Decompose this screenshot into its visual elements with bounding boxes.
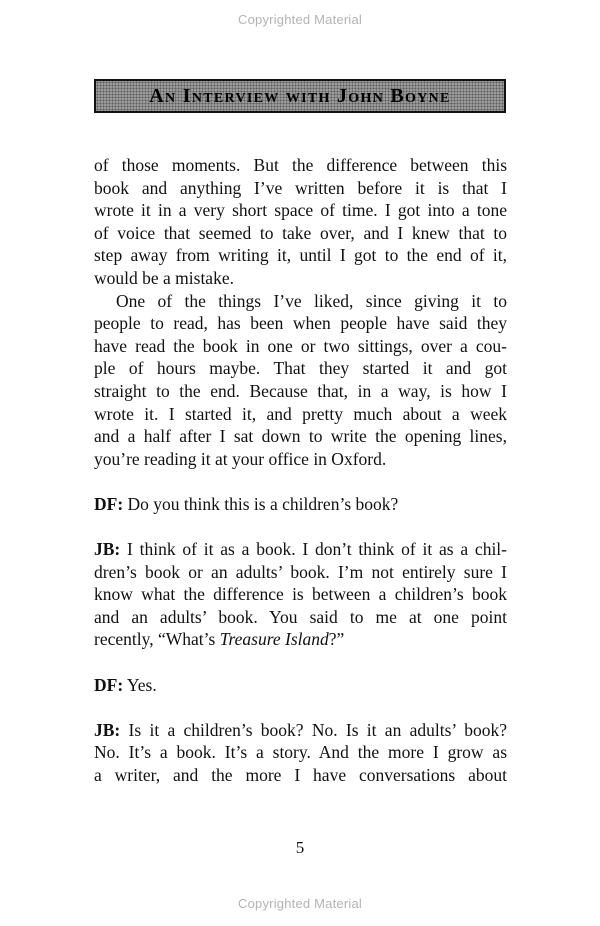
text-line: dren’s book or an adults’ book. I’m not entirely sure I (94, 561, 507, 582)
text-line: of those moments. But the difference between this (94, 155, 507, 175)
text-line (94, 719, 507, 742)
speaker-label: JB: (94, 719, 121, 740)
text-line (94, 538, 507, 561)
text-line: ple of hours maybe. That they started it and got (94, 358, 507, 379)
page-number: 5 (295, 838, 305, 857)
text-line: and a half after I sat down to write the opening lines, (94, 426, 507, 447)
running-header-title: An Interview with John Boyne (149, 84, 451, 107)
page-body (94, 154, 507, 787)
answer-text: recently, “What’s (94, 629, 220, 650)
answer-text: ?” (328, 629, 345, 650)
speaker-label: DF: (94, 493, 124, 514)
question-text: Yes. (123, 674, 157, 695)
spacer (94, 696, 507, 719)
text-line: people to read, has been when people have said they (94, 313, 507, 334)
book-title: Treasure Island (219, 629, 329, 650)
text-line: of voice that seemed to take over, and I knew that to (94, 222, 507, 243)
text-line: One of the things I’ve liked, since giving it to (116, 290, 507, 311)
interview-answer (94, 538, 507, 651)
text-line: a writer, and the more I have conversations about (94, 765, 507, 786)
spacer (94, 470, 507, 493)
interview-question (94, 493, 507, 516)
speaker-label: DF: (94, 674, 124, 695)
speaker-label: JB: (94, 539, 121, 560)
text-line: wrote it. I started it, and pretty much about a week (94, 403, 507, 424)
text-line: straight to the end. Because that, in a way, is how I (94, 380, 507, 401)
running-header (94, 79, 506, 113)
text-line: wrote it in a very short space of time. I got into a tone (94, 200, 507, 221)
text-line: book and anything I’ve written before it is that I (94, 177, 507, 198)
text-line: have read the book in one or two sittings, over a cou- (94, 335, 507, 356)
paragraph-indented (94, 290, 507, 471)
interview-question (94, 674, 507, 697)
spacer (94, 516, 507, 539)
question-text: Do you think this is a children’s book? (123, 493, 399, 514)
interview-answer (94, 719, 507, 787)
spacer (94, 651, 507, 674)
answer-text: Is it a children’s book? No. Is it an adults’ book? (120, 719, 507, 740)
text-line: would be a mistake. (94, 267, 234, 288)
answer-text: I think of it as a book. I don’t think of it as a chil- (120, 539, 507, 560)
text-line: No. It’s a book. It’s a story. And the more I grow as (94, 742, 507, 763)
text-line: and an adults’ book. You said to me at one point (94, 606, 507, 627)
text-line: know what the difference is between a children’s book (94, 584, 507, 605)
text-line (94, 493, 507, 516)
text-line: step away from writing it, until I got to the end of it, (94, 245, 507, 266)
text-line (94, 628, 507, 651)
text-line: you’re reading it at your office in Oxford. (94, 448, 387, 469)
copyright-watermark-top: Copyrighted Material (238, 12, 362, 27)
text-line (94, 674, 507, 697)
paragraph-continued (94, 154, 507, 290)
copyright-watermark-bottom: Copyrighted Material (238, 896, 362, 911)
